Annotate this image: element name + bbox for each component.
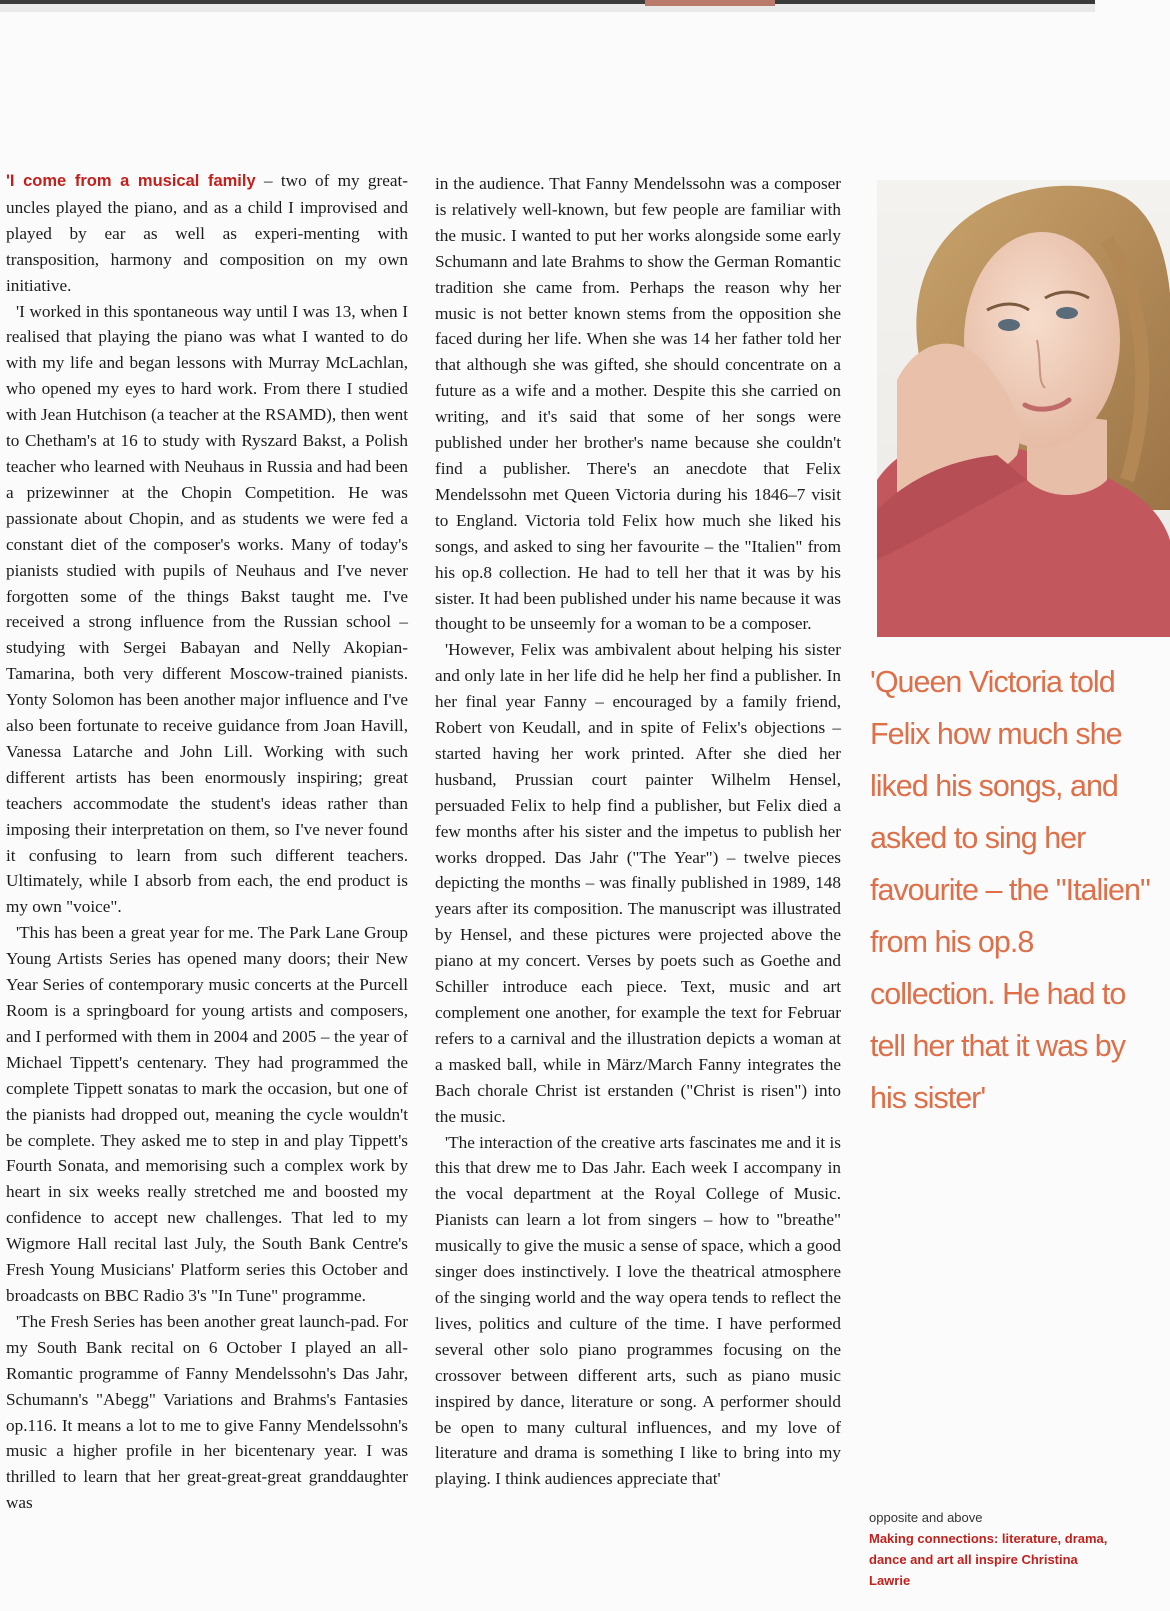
article-paragraph: 'The interaction of the creative arts fascinates me and it is this that drew me to Das Jahr. Each week I accompany in the vocal department at the Royal College of Music. Pianists can learn a lot from singers – how to "breathe" musically to give the music a sense of space, which a good singer does instinctively. I love the theatrical atmosphere of the singing world and the way opera tends to reflect the lives, politics and culture of the time. I have performed several other solo piano programmes focusing on the crossover between different arts, such as piano music inspired by dance, literature or song. A performer should be open to many cultural influences, and my love of literature and drama is something I like to bring into my playing. I think audiences appreciate that' xyxy=(435,1132,841,1489)
article-paragraph: 'However, Felix was ambivalent about helping his sister and only late in her life did he help her find a publisher. In her final year Fanny – encouraged by a family friend, Robert von Keudall, and in spite of Felix's objections – started having her work printed. After she died her husband, Prussian court painter Wilhelm Hensel, persuaded Felix to help find a publisher, but Felix died a few months after his sister and the impetus to publish her works dropped. Das Jahr ("The Year") – twelve pieces depicting the months – was finally published in 1989, 148 years after its composition. The manuscript was illustrated by Hensel, and these pictures were projected above the piano at my concert. Verses by poets such as Goethe and Schiller introduce each piece. Text, music and art complement one another, for example the text for Februar refers to a carnival and the illustration depicts a woman at a masked ball, while in März/March Fanny integrates the Bach chorale Christ ist erstanden ("Christ is risen") into the music. xyxy=(435,640,841,1126)
portrait-illustration xyxy=(877,180,1170,637)
article-paragraph: 'I worked in this spontaneous way until I was 13, when I realised that playing the piano was what I wanted to do with my life and began lessons with Murray McLachlan, who opened my eyes to hard work. From there I studied with Jean Hutchison (a teacher at the RSAMD), then went to Chetham's at 16 to study with Ryszard Bakst, a Polish teacher who learned with Neuhaus in Russia and had been a prizewinner at the Chopin Competition. He was passionate about Chopin, and as students we were fed a constant diet of the composer's works. Many of today's pianists studied with pupils of Neuhaus and I've never forgotten some of the things Bakst taught me. I've received a strong influence from the Russian school – studying with Sergei Babayan and Nelly Akopian-Tamarina, both very different Moscow-trained pianists. Yonty Solomon has been another major influence and I've also been fortunate to receive guidance from Joan Havill, Vanessa Latarche and John Lill. Working with such different artists has been enormously inspiring; great teachers accommodate the student's ideas rather than imposing their interpretation on them, so I've never found it confusing to learn from such different teachers. Ultimately, while I absorb from each, the end product is my own "voice". xyxy=(6,301,408,917)
article-column-middle xyxy=(435,171,841,1492)
portrait-photo xyxy=(877,180,1170,637)
caption-label: opposite and above xyxy=(869,1510,983,1525)
pull-quote: 'Queen Victoria told Felix how much she liked his songs, and asked to sing her favourite – the "Italien" from his op.8 collection. He had to tell her that it was by his sister' xyxy=(870,665,1150,1115)
article-paragraph: in the audience. That Fanny Mendelssohn was a composer is relatively well-known, but few people are familiar with the music. I wanted to put her works alongside some early Schumann and late Brahms to show the German Romantic tradition she came from. Perhaps the reason why her music is not better known stems from the opposition she faced during her life. When she was 14 her father told her that although she was gifted, she should concentrate on a future as a wife and a mother. Despite this she carried on writing, and it's said that some of her songs were published under her brother's name because she couldn't find a publisher. There's an anecdote that Felix Mendelssohn met Queen Victoria during his 1846–7 visit to England. Victoria told Felix how much she liked his songs, and asked to sing her favourite – the "Italien" from his op.8 collection. He had to tell her that it was by his sister. It had been published under his name because it was thought to be unseemly for a woman to be a composer. xyxy=(435,174,841,634)
photo-caption xyxy=(869,1507,1109,1591)
lead-in: 'I come from a musical family xyxy=(6,172,256,190)
page-top-edge xyxy=(0,0,1095,12)
caption-text: Making connections: literature, drama, dance and art all inspire Christina Lawrie xyxy=(869,1531,1108,1588)
paragraph-text: – two of my great-uncles played the piano, and as a child I improvised and played by ear as well as experi-menting with transposition, harmony and composition on my own initiative. xyxy=(6,171,409,295)
page-edge-accent xyxy=(645,0,775,6)
article-paragraph xyxy=(6,168,408,299)
article-paragraph: 'This has been a great year for me. The Park Lane Group Young Artists Series has opened many doors; their New Year Series of contemporary music concerts at the Purcell Room is a springboard for young artists and composers, and I performed with them in 2004 and 2005 – the year of Michael Tippett's centenary. They had programmed the complete Tippett sonatas to mark the occasion, but one of the pianists had dropped out, meaning the cycle wouldn't be complete. They asked me to step in and play Tippett's Fourth Sonata, and memorising such a complex work by heart in six weeks really stretched me and boosted my confidence to accept new challenges. That led to my Wigmore Hall recital last July, the South Bank Centre's Fresh Young Musicians' Platform series this October and broadcasts on BBC Radio 3's "In Tune" programme. xyxy=(6,923,408,1305)
article-paragraph: 'The Fresh Series has been another great launch-pad. For my South Bank recital on 6 October I played an all-Romantic programme of Fanny Mendelssohn's Das Jahr, Schumann's "Abegg" Variations and Brahms's Fantasies op.116. It means a lot to me to give Fanny Mendelssohn's music a higher profile in her bicentenary year. I was thrilled to learn that her great-great-great granddaughter was xyxy=(6,1311,408,1513)
article-column-left xyxy=(6,168,408,1516)
